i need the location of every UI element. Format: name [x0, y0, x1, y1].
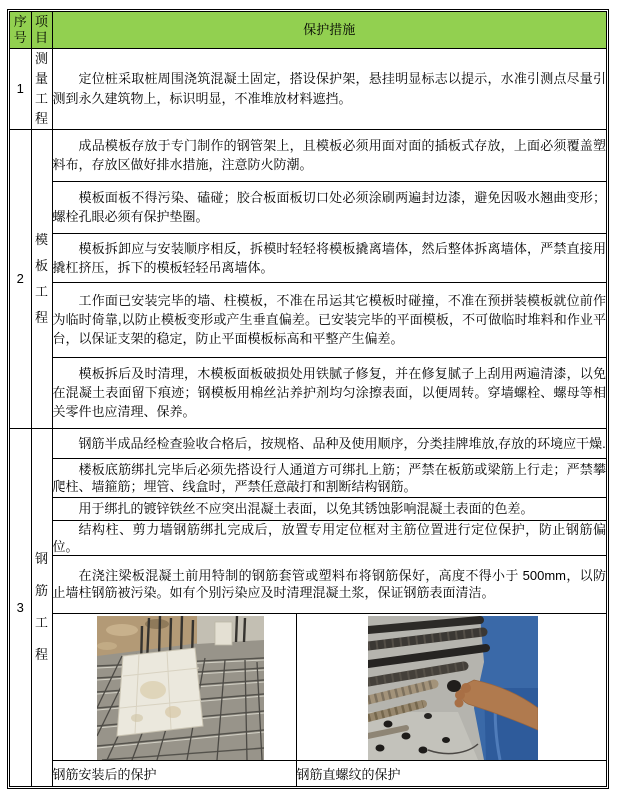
measure-text: 模板拆卸应与安装顺序相反，拆模时轻轻将模板撬离墙体，然后整体拆离墙体，严禁直接用撬杠挤压，拆下的模板轻轻吊离墙体。	[52, 240, 607, 275]
row3-measure-cell-3	[52, 497, 606, 520]
measure-text: 楼板底筋绑扎完毕后必须先搭设行人通道方可绑扎上筋；严禁在板筋或梁筋上行走；严禁攀爬柱、墙箍筋；埋管、线盒时，严禁任意敲打和割断结构钢筋。	[52, 461, 607, 494]
photo-cell-left	[52, 613, 296, 760]
row3-measure-cell-5	[52, 555, 606, 613]
header-col-measure: 保护措施	[52, 12, 606, 48]
photo-cell-right	[296, 613, 606, 760]
row3-measure-cell-4	[52, 520, 606, 555]
measure-text: 钢筋半成品经检查验收合格后，按规格、品种及使用顺序，分类挂牌堆放,存放的环境应干燥.	[78, 435, 606, 451]
row3-item-label: 钢筋工程	[31, 428, 52, 786]
measure-text: 用于绑扎的镀锌铁丝不应突出混凝土表面，以免其锈蚀影响混凝土表面的色差。	[78, 501, 534, 516]
row2-item-label: 模板工程	[31, 129, 52, 428]
photo-caption-left: 钢筋安装后的保护	[52, 760, 296, 786]
row1-number: 1	[10, 48, 31, 129]
measure-text: 工作面已安装完毕的墙、柱模板，不准在吊运其它模板时碰撞，不准在预拼装模板就位前作为临时倚靠,以防止模板变形或产生垂直偏差。已安装完毕的平面模板，不可做临时堆料和作业平台，以保证支架的稳定，防止平面模板标高和平整产生偏差。	[52, 293, 607, 346]
row3-number: 3	[10, 428, 31, 786]
row3-measure-cell-1	[52, 428, 606, 458]
row1-item-label: 测量工程	[31, 48, 52, 129]
photo-rebar-installed-protection	[97, 616, 264, 760]
measure-text: 模板拆后及时清理，木模板面板破损处用铁腻子修复，并在修复腻子上刮用两遍清漆，以免在混凝土表面留下痕迹；钢模板用棉丝沾养护剂均匀涂擦表面，以便周转。穿墙螺栓、螺母等相关零件也应清理、保养。	[52, 366, 607, 419]
measure-text: 成品模板存放于专门制作的钢管架上，且模板必须用面对面的插板式存放，上面必须覆盖塑料布，存放区做好排水措施，注意防火防潮。	[52, 138, 607, 172]
row2-number: 2	[10, 129, 31, 428]
measure-text: 在浇注梁板混凝土前用特制的钢筋套管或塑料布将钢筋保好，高度不得小于 500mm，以防止墙柱钢筋被污染。如有个别污染应及时清理混凝土浆，保证钢筋表面清洁。	[52, 568, 607, 600]
measure-text: 定位桩采取桩周围浇筑混凝土固定，搭设保护架，悬挂明显标志以提示，水准引测点尽量引测到永久建筑物上，标识明显，不准堆放材料遮挡。	[52, 70, 607, 106]
row2-measure-cell-5	[52, 357, 606, 428]
photo-caption-right: 钢筋直螺纹的保护	[296, 760, 606, 786]
row2-measure-cell-2	[52, 181, 606, 233]
photo-rebar-thread-protection	[368, 616, 538, 760]
header-col-no: 序号	[10, 12, 31, 48]
header-col-item: 项目	[31, 12, 52, 48]
protection-measures-table	[7, 9, 609, 789]
row2-measure-cell-1	[52, 129, 606, 181]
row3-measure-cell-2	[52, 458, 606, 497]
measure-text: 模板面板不得污染、磕碰；胶合板面板切口处必须涂刷两遍封边漆，避免因吸水翘曲变形；螺栓孔眼必须有保护垫圈。	[52, 190, 607, 224]
row1-measure-cell	[52, 48, 606, 129]
row2-measure-cell-4	[52, 282, 606, 357]
row2-measure-cell-3	[52, 233, 606, 282]
measure-text: 结构柱、剪力墙钢筋绑扎完成后，放置专用定位框对主筋位置进行定位保护，防止钢筋偏位。	[52, 521, 607, 554]
